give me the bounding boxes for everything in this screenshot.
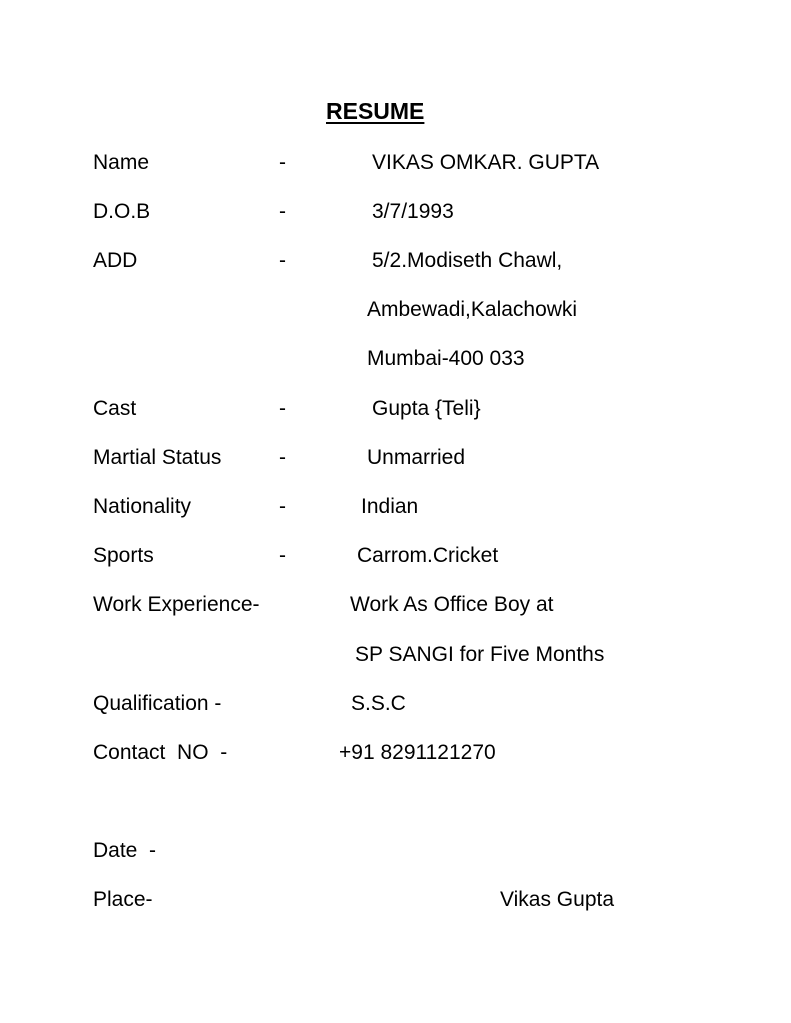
value-address-line-2: Ambewadi,Kalachowki [367,298,578,321]
value-marital-status: Unmarried [367,446,466,469]
label-dob: D.O.B [93,200,151,223]
label-nationality: Nationality [93,495,192,518]
label-work-experience: Work Experience- [93,593,260,616]
label-sports: Sports [93,544,154,567]
document-title: RESUME [326,98,425,124]
value-work-experience-line-2: SP SANGI for Five Months [355,643,605,666]
signature-name: Vikas Gupta [500,888,615,911]
value-contact-number: +91 8291121270 [339,741,496,764]
separator-sports: - [279,544,286,567]
separator-dob: - [279,200,286,223]
value-work-experience-line-1: Work As Office Boy at [350,593,554,616]
value-address-line-3: Mumbai-400 033 [367,347,525,370]
separator-nationality: - [279,495,286,518]
value-address-line-1: 5/2.Modiseth Chawl, [372,249,563,272]
value-qualification: S.S.C [351,692,406,715]
label-qualification: Qualification - [93,692,222,715]
value-nationality: Indian [361,495,419,518]
separator-marital-status: - [279,446,286,469]
label-address: ADD [93,249,138,272]
value-cast: Gupta {Teli} [372,397,481,420]
date-label: Date - [93,839,157,862]
value-dob: 3/7/1993 [372,200,454,223]
label-contact-number: Contact NO - [93,741,228,764]
separator-address: - [279,249,286,272]
label-name: Name [93,151,150,174]
value-name: VIKAS OMKAR. GUPTA [372,151,600,174]
place-label: Place- [93,888,153,911]
label-marital-status: Martial Status [93,446,222,469]
value-sports: Carrom.Cricket [357,544,499,567]
separator-cast: - [279,397,286,420]
label-cast: Cast [93,397,137,420]
separator-name: - [279,151,286,174]
